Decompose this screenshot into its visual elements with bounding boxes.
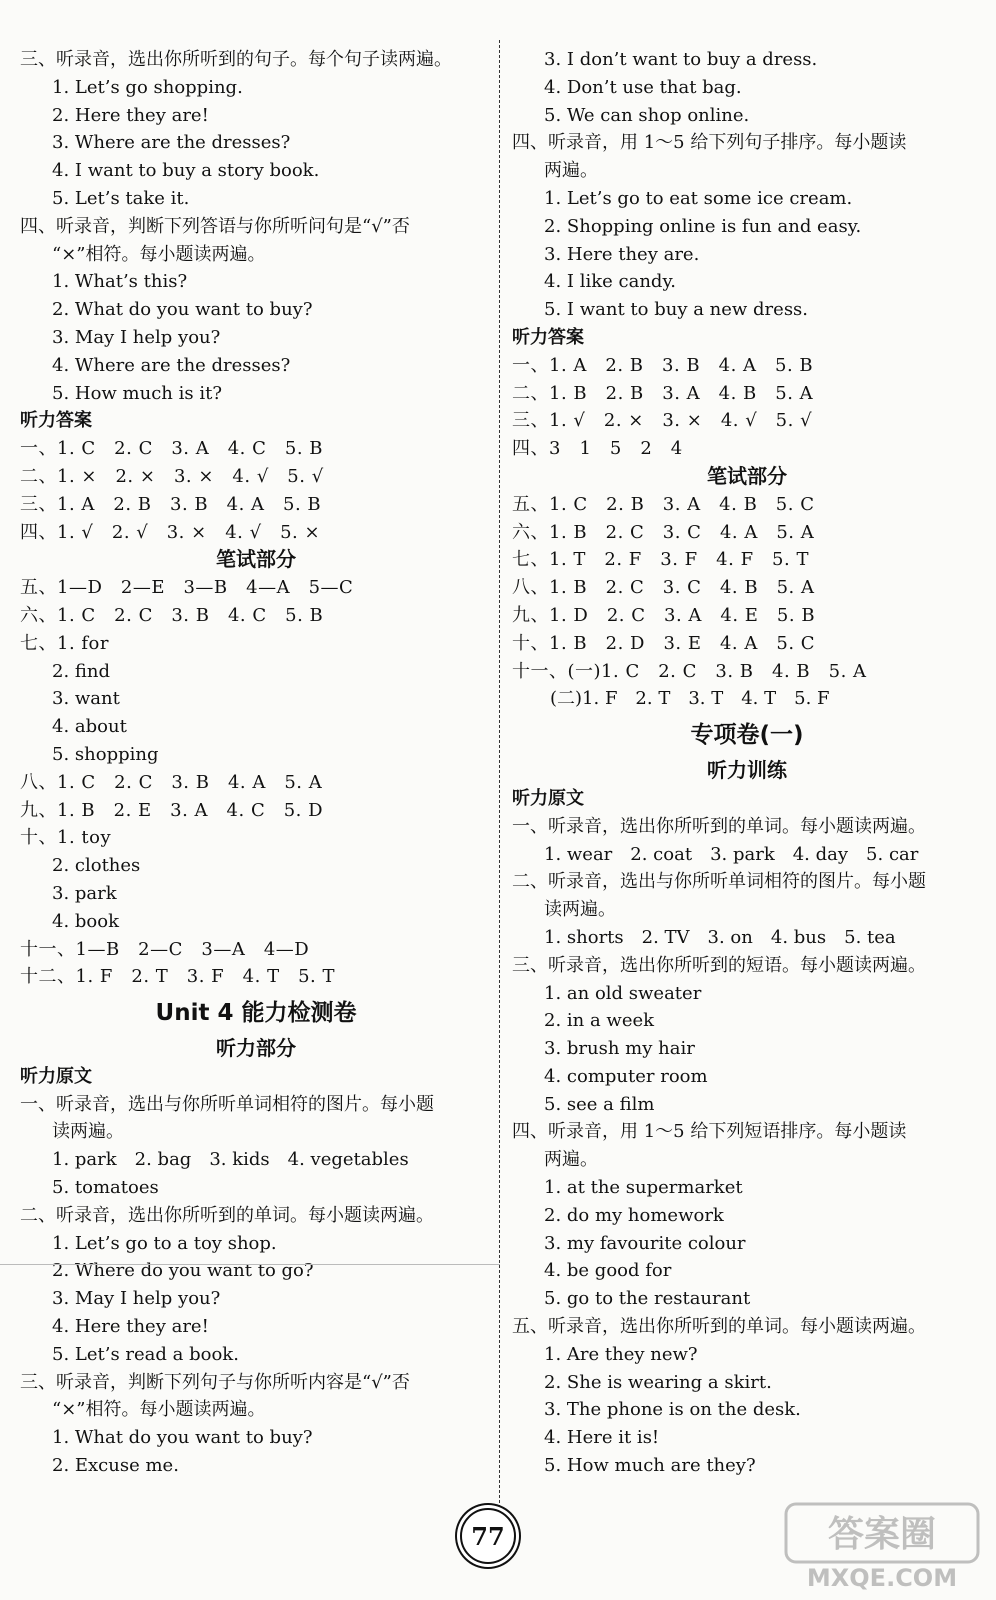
text-line: 四、听录音，判断下列答语与你所听问句是“√”否 bbox=[20, 215, 410, 237]
text-line: 1. Are they new? bbox=[544, 1343, 698, 1365]
text-line: 十二、1. F 2. T 3. F 4. T 5. T bbox=[20, 966, 335, 988]
text-line: 听力答案 bbox=[512, 326, 584, 348]
watermark-top-text: 答案圈 bbox=[827, 1514, 937, 1555]
scan-line bbox=[0, 1264, 500, 1265]
text-line: 听力原文 bbox=[512, 787, 584, 809]
text-line: 笔试部分 bbox=[707, 463, 787, 488]
text-line: 一、1. C 2. C 3. A 4. C 5. B bbox=[20, 438, 324, 460]
text-line: 1. What do you want to buy? bbox=[52, 1427, 313, 1449]
text-line: 九、1. D 2. C 3. A 4. E 5. B bbox=[512, 604, 816, 626]
text-line: 十一、1—B 2—C 3—A 4—D bbox=[20, 938, 310, 960]
text-line: 3. want bbox=[52, 688, 120, 710]
text-line: 读两遍。 bbox=[52, 1121, 124, 1143]
text-line: 1. at the supermarket bbox=[544, 1177, 743, 1199]
text-line: 5. How much are they? bbox=[544, 1455, 756, 1477]
text-line: 5. We can shop online. bbox=[544, 104, 750, 126]
text-line: 1. Let’s go shopping. bbox=[52, 76, 243, 98]
text-line: 2. clothes bbox=[52, 855, 141, 877]
text-line: 4. be good for bbox=[544, 1260, 672, 1282]
text-line: 笔试部分 bbox=[216, 547, 296, 572]
text-line: 4. about bbox=[52, 716, 127, 738]
text-line: 5. go to the restaurant bbox=[544, 1288, 751, 1310]
text-line: (二)1. F 2. T 3. T 4. T 5. F bbox=[550, 688, 830, 710]
text-line: 三、1. √ 2. × 3. × 4. √ 5. √ bbox=[512, 410, 813, 432]
text-line: 四、1. √ 2. √ 3. × 4. √ 5. × bbox=[20, 521, 321, 543]
text-line: 3. May I help you? bbox=[52, 326, 221, 348]
text-line: 读两遍。 bbox=[544, 899, 616, 921]
text-line: 4. computer room bbox=[544, 1065, 708, 1087]
text-line: 3. The phone is on the desk. bbox=[544, 1399, 801, 1421]
text-line: 听力训练 bbox=[707, 758, 787, 783]
watermark-bottom-text: MXQE.COM bbox=[806, 1564, 958, 1592]
text-line: 听力原文 bbox=[20, 1065, 92, 1087]
text-line: 3. I don’t want to buy a dress. bbox=[544, 49, 818, 70]
text-line: 八、1. C 2. C 3. B 4. A 5. A bbox=[20, 771, 323, 793]
text-line: 一、1. A 2. B 3. B 4. A 5. B bbox=[512, 354, 814, 376]
text-line: 二、听录音，选出你所听到的单词。每小题读两遍。 bbox=[20, 1204, 434, 1226]
text-line: 2. Excuse me. bbox=[52, 1455, 179, 1477]
text-line: 专项卷(一) bbox=[690, 722, 804, 749]
text-line: 两遍。 bbox=[544, 160, 598, 182]
text-line: 十、1. B 2. D 3. E 4. A 5. C bbox=[512, 632, 816, 654]
text-line: 3. Where are the dresses? bbox=[52, 132, 291, 154]
text-line: 五、听录音，选出你所听到的单词。每小题读两遍。 bbox=[512, 1316, 926, 1338]
text-line: 3. Here they are. bbox=[544, 243, 700, 265]
text-line: 二、1. B 2. B 3. A 4. B 5. A bbox=[512, 382, 814, 404]
text-line: 2. find bbox=[52, 660, 111, 682]
text-line: 4. Here they are! bbox=[52, 1316, 209, 1338]
text-line: 二、1. × 2. × 3. × 4. √ 5. √ bbox=[20, 465, 324, 487]
watermark-logo-icon bbox=[782, 1500, 982, 1592]
text-line: Unit 4 能力检测卷 bbox=[155, 1000, 357, 1027]
text-line: 1. shorts 2. TV 3. on 4. bus 5. tea bbox=[544, 926, 896, 948]
text-line: 二、听录音，选出与你所听单词相符的图片。每小题 bbox=[512, 871, 926, 893]
page-number: 77 bbox=[460, 1508, 516, 1564]
text-line: 2. Shopping online is fun and easy. bbox=[544, 215, 862, 237]
text-line: 一、听录音，选出与你所听单词相符的图片。每小题 bbox=[20, 1093, 434, 1115]
text-line: 听力部分 bbox=[216, 1036, 296, 1061]
text-line: 九、1. B 2. E 3. A 4. C 5. D bbox=[20, 799, 324, 821]
text-line: 六、1. B 2. C 3. C 4. A 5. A bbox=[512, 521, 815, 543]
text-line: 十一、(一)1. C 2. C 3. B 4. B 5. A bbox=[512, 660, 867, 682]
text-line: 4. Here it is! bbox=[544, 1427, 660, 1449]
text-line: 2. Where do you want to go? bbox=[52, 1260, 314, 1282]
text-line: 四、听录音，用 1～5 给下列短语排序。每小题读 bbox=[512, 1121, 907, 1143]
text-line: 4. I want to buy a story book. bbox=[52, 160, 320, 182]
text-line: 1. Let’s go to a toy shop. bbox=[52, 1232, 277, 1254]
text-line: 两遍。 bbox=[544, 1149, 598, 1171]
text-line: 2. do my homework bbox=[544, 1204, 724, 1226]
text-line: 5. I want to buy a new dress. bbox=[544, 299, 809, 321]
text-line: 5. How much is it? bbox=[52, 382, 222, 404]
text-line: 1. an old sweater bbox=[544, 982, 702, 1004]
text-line: 四、3 1 5 2 4 bbox=[512, 438, 683, 460]
text-line: 七、1. T 2. F 3. F 4. F 5. T bbox=[512, 549, 809, 571]
text-line: “×”相符。每小题读两遍。 bbox=[52, 1399, 266, 1421]
text-line: 3. my favourite colour bbox=[544, 1232, 746, 1254]
text-line: 3. brush my hair bbox=[544, 1038, 695, 1060]
text-line: 5. Let’s take it. bbox=[52, 187, 190, 209]
text-line: 4. book bbox=[52, 910, 119, 932]
text-line: 听力答案 bbox=[20, 410, 92, 432]
text-line: 十、1. toy bbox=[20, 827, 112, 849]
text-line: 1. What’s this? bbox=[52, 271, 188, 293]
text-line: 一、听录音，选出你所听到的单词。每小题读两遍。 bbox=[512, 815, 926, 837]
text-line: 4. Don’t use that bag. bbox=[544, 76, 742, 98]
text-line: 5. shopping bbox=[52, 743, 159, 765]
text-line: 三、听录音，选出你所听到的句子。每个句子读两遍。 bbox=[20, 49, 452, 70]
text-line: 5. tomatoes bbox=[52, 1177, 159, 1199]
text-line: 五、1—D 2—E 3—B 4—A 5—C bbox=[20, 577, 354, 599]
text-line: 2. What do you want to buy? bbox=[52, 299, 313, 321]
text-line: 三、1. A 2. B 3. B 4. A 5. B bbox=[20, 493, 322, 515]
text-line: 2. in a week bbox=[544, 1010, 655, 1032]
text-line: 4. I like candy. bbox=[544, 271, 676, 293]
text-line: 5. Let’s read a book. bbox=[52, 1343, 239, 1365]
text-line: 六、1. C 2. C 3. B 4. C 5. B bbox=[20, 604, 324, 626]
column-divider bbox=[499, 40, 500, 1508]
text-line: 七、1. for bbox=[20, 632, 109, 654]
text-line: 八、1. B 2. C 3. C 4. B 5. A bbox=[512, 577, 815, 599]
text-line: 4. Where are the dresses? bbox=[52, 354, 291, 376]
text-line: 1. park 2. bag 3. kids 4. vegetables bbox=[52, 1149, 409, 1171]
text-line: 三、听录音，判断下列句子与你所听内容是“√”否 bbox=[20, 1371, 410, 1393]
right-column bbox=[512, 46, 982, 1480]
text-line: 1. wear 2. coat 3. park 4. day 5. car bbox=[544, 843, 919, 865]
text-line: 5. see a film bbox=[544, 1093, 655, 1115]
watermark-logo bbox=[782, 1500, 982, 1592]
text-line: 2. Here they are! bbox=[52, 104, 209, 126]
text-line: 3. May I help you? bbox=[52, 1288, 221, 1310]
text-line: 三、听录音，选出你所听到的短语。每小题读两遍。 bbox=[512, 954, 926, 976]
text-line: 五、1. C 2. B 3. A 4. B 5. C bbox=[512, 493, 815, 515]
text-line: 四、听录音，用 1～5 给下列句子排序。每小题读 bbox=[512, 132, 907, 154]
text-line: “×”相符。每小题读两遍。 bbox=[52, 243, 266, 265]
text-line: 3. park bbox=[52, 882, 117, 904]
page-number-badge bbox=[456, 1504, 516, 1564]
text-line: 1. Let’s go to eat some ice cream. bbox=[544, 187, 853, 209]
text-line: 2. She is wearing a skirt. bbox=[544, 1371, 772, 1393]
